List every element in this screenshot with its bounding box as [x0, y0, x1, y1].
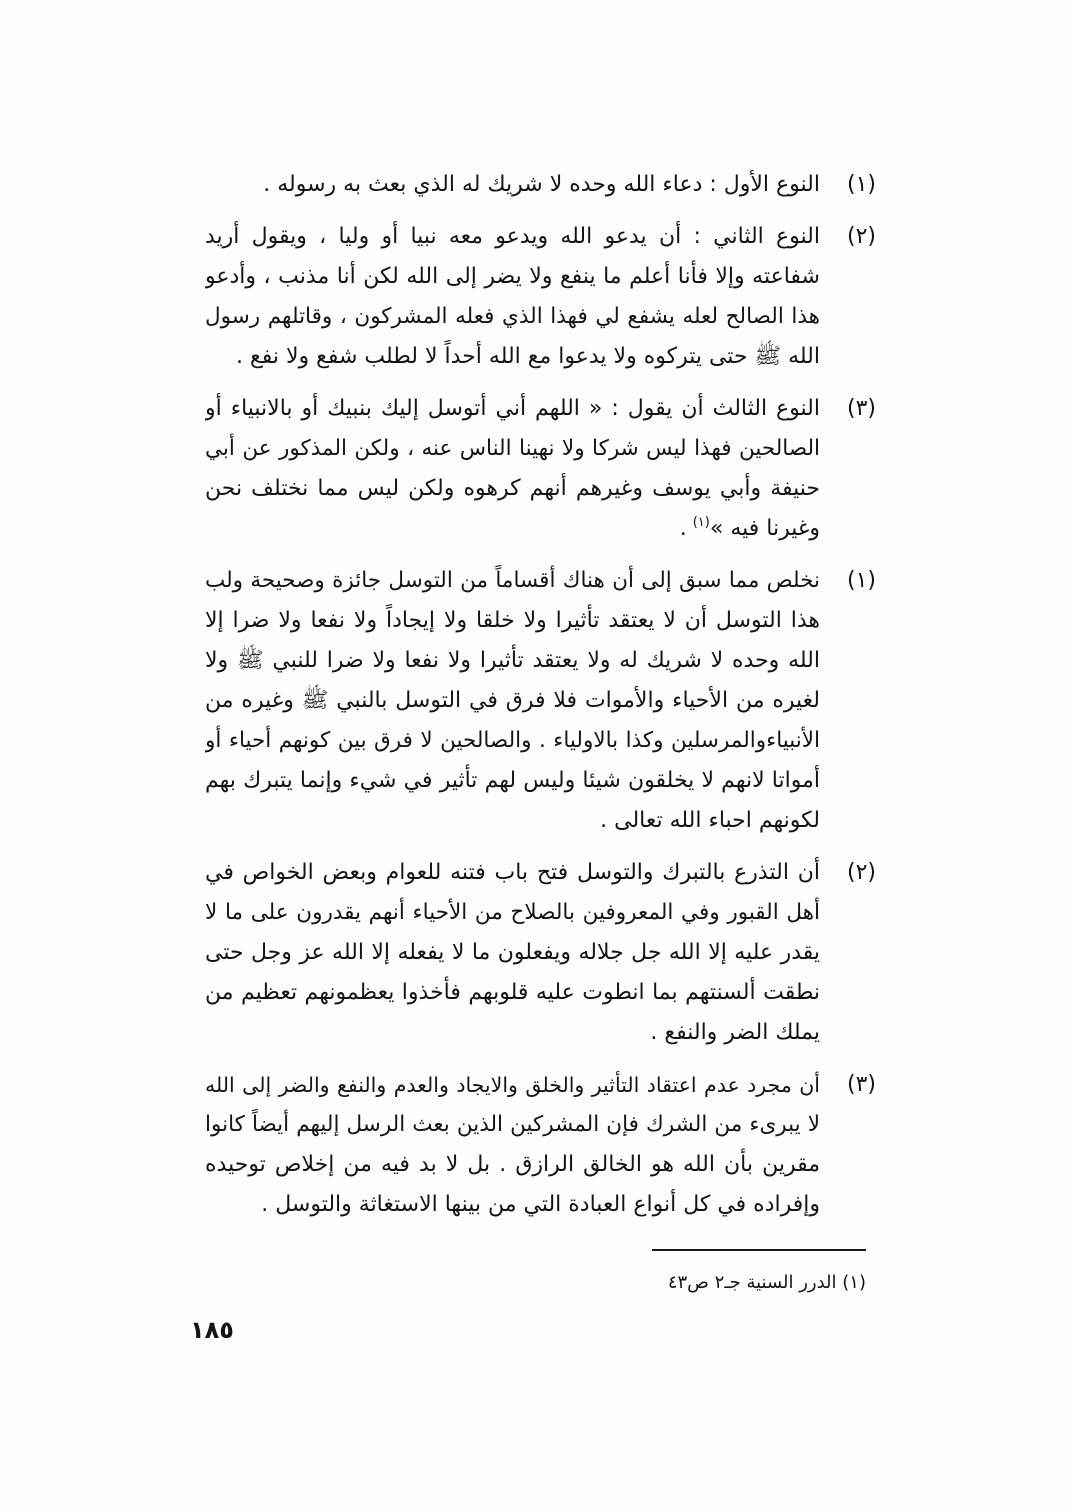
footnote: (١) الدرر السنية جـ٢ ص٤٣ — [667, 1272, 866, 1293]
list-item — [205, 561, 878, 841]
item-text — [205, 1065, 820, 1225]
text-line: أن التذرع بالتبرك والتوسل فتح باب فتنه للعوام وبعض الخواص في — [205, 860, 820, 885]
item-text — [205, 561, 820, 841]
item-text — [205, 165, 820, 205]
text-line: هذا التوسل أن لا يعتقد تأثيرا ولا خلقا ولا إيجاداً ولا نفعا ولا ضرا إلا — [205, 608, 820, 633]
item-number: (١) — [846, 568, 876, 593]
text-line: لا يبرىء من الشرك فإن المشركين الذين بعث الرسل إليهم أيضاً كانوا — [205, 1112, 820, 1137]
item-text — [205, 217, 820, 377]
footnote-divider — [652, 1249, 866, 1251]
text-line: الله ﷺ حتى يتركوه ولا يدعوا مع الله أحداً لا لطلب شفع ولا نفع . — [236, 344, 820, 369]
list-item — [205, 165, 878, 205]
text-line: الله وحده لا شريك له ولا يعتقد تأثيرا ولا نفعا ولا ضرا للنبي ﷺ ولا — [205, 648, 820, 673]
text-line — [205, 509, 820, 549]
item-text — [205, 853, 820, 1053]
text-line: النوع الثالث أن يقول : « اللهم أني أتوسل إليك بنبيك أو بالانبياء أو — [205, 396, 820, 421]
line-text: وغيرنا فيه » — [709, 516, 820, 541]
list-item — [205, 217, 878, 377]
text-line: حنيفة وأبي يوسف وغيرهم أنهم كرهوه ولكن ليس مما نختلف نحن — [205, 476, 820, 501]
page-number: ١٨٥ — [190, 1316, 234, 1344]
text-line: هذا الصالح لعله يشفع لي فهذا الذي فعله المشركون ، وقاتلهم رسول — [205, 304, 820, 329]
item-text — [205, 389, 820, 549]
text-line: النوع الثاني : أن يدعو الله ويدعو معه نبيا أو وليا ، ويقول أريد — [205, 224, 820, 249]
text-line: مقرين بأن الله هو الخالق الرازق . بل لا بد فيه من إخلاص توحيده — [205, 1152, 820, 1177]
main-text-block — [205, 165, 878, 1237]
item-number: (٣) — [846, 1072, 876, 1097]
text-line: الأنبياءوالمرسلين وكذا بالاولياء . والصالحين لا فرق بين كونهم أحياء أو — [205, 728, 820, 753]
item-number: (٢) — [846, 860, 876, 885]
text-line: يملك الضر والنفع . — [650, 1020, 820, 1045]
text-line: شفاعته وإلا فأنا أعلم ما ينفع ولا يضر إلى الله لكن أنا مذنب ، وأدعو — [205, 264, 820, 289]
list-item — [205, 389, 878, 549]
text-line: أن مجرد عدم اعتقاد التأثير والخلق والايجاد والعدم والنفع والضر إلى الله — [205, 1073, 820, 1097]
item-number: (٣) — [846, 396, 876, 421]
text-line: أهل القبور وفي المعروفين بالصلاح من الأحياء أنهم يقدرون على ما لا — [205, 900, 820, 925]
line-period: . — [679, 516, 687, 541]
text-line: نخلص مما سبق إلى أن هناك أقساماً من التوسل جائزة وصحيحة ولب — [205, 568, 820, 593]
text-line: نطقت ألسنتهم بما انطوت عليه قلوبهم فأخذوا يعظمونهم تعظيم من — [205, 980, 820, 1005]
list-item — [205, 1065, 878, 1225]
text-line: النوع الأول : دعاء الله وحده لا شريك له الذي بعث به رسوله . — [263, 172, 820, 197]
text-line: الصالحين فهذا ليس شركا ولا نهينا الناس عنه ، ولكن المذكور عن أبي — [205, 436, 820, 461]
text-line: يقدر عليه إلا الله جل جلاله ويفعلون ما لا يفعله إلا الله عز وجل حتى — [205, 940, 820, 965]
footnote-reference: (١) — [692, 515, 710, 530]
list-item — [205, 853, 878, 1053]
text-line: وإفراده في كل أنواع العبادة التي من بينها الاستغاثة والتوسل . — [261, 1192, 820, 1217]
item-number: (٢) — [846, 224, 876, 249]
text-line: أمواتا لانهم لا يخلقون شيئا وليس لهم تأثير في شيء وإنما يتبرك بهم — [205, 768, 820, 793]
text-line: لكونهم احباء الله تعالى . — [600, 808, 820, 833]
item-number: (١) — [846, 172, 876, 197]
text-line: لغيره من الأحياء والأموات فلا فرق في التوسل بالنبي ﷺ وغيره من — [205, 688, 820, 713]
